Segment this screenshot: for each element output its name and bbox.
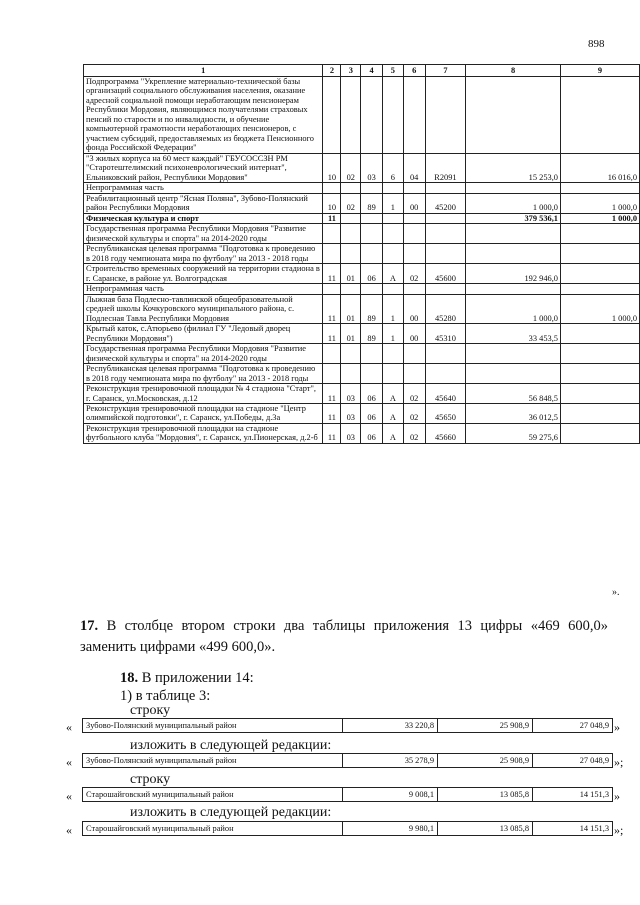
code-cell: 56 848,5 [466, 384, 561, 404]
item-17-number: 17. [80, 618, 99, 634]
label-stroka: строку [130, 703, 171, 718]
table-row [84, 294, 640, 323]
row-name-cell: Строительство временных сооружений на территории стадиона в г. Саранске, в районе ул. Волгоградская [84, 264, 323, 284]
code-cell: А [383, 423, 404, 443]
code-cell [361, 244, 383, 264]
table-row [84, 324, 640, 344]
code-cell [560, 77, 639, 154]
code-cell: 02 [403, 423, 425, 443]
header-cell: 1 [84, 65, 323, 77]
code-cell [560, 423, 639, 443]
table-row [84, 284, 640, 294]
value-cell: 35 278,9 [343, 754, 438, 768]
code-cell [560, 264, 639, 284]
code-cell [403, 364, 425, 384]
table-row [84, 153, 640, 182]
table-row [83, 788, 613, 802]
open-quote: « [66, 823, 72, 837]
code-cell: 01 [341, 264, 361, 284]
code-cell: 6 [383, 153, 404, 182]
code-cell: 00 [403, 324, 425, 344]
code-cell [323, 183, 341, 193]
row-name-cell: Непрограммная часть [84, 183, 323, 193]
code-cell: 1 [383, 193, 404, 213]
table-row [84, 384, 640, 404]
code-cell [341, 183, 361, 193]
code-cell [341, 284, 361, 294]
value-cell: 13 085,8 [438, 788, 533, 802]
budget-table [83, 64, 640, 444]
code-cell: 1 000,0 [560, 213, 639, 223]
code-cell: 1 [383, 294, 404, 323]
value-cell: 25 908,9 [438, 754, 533, 768]
code-cell [383, 77, 404, 154]
value-cell: 33 220,8 [343, 719, 438, 733]
open-quote: « [66, 720, 72, 734]
code-cell [560, 284, 639, 294]
code-cell: 1 000,0 [466, 193, 561, 213]
code-cell [361, 183, 383, 193]
code-cell [425, 284, 466, 294]
code-cell: А [383, 384, 404, 404]
item-18-text: В приложении 14: [141, 670, 254, 686]
row-name-cell: Реконструкция тренировочной площадки на стадионе "Центр олимпийской подготовки", г. Саранск, ул.Победы, д.3а [84, 403, 323, 423]
table-row [84, 193, 640, 213]
table-row [84, 77, 640, 154]
table-row [84, 213, 640, 223]
code-cell: 45200 [425, 193, 466, 213]
row-name-cell: Республиканская целевая программа "Подготовка к проведению в 2018 году чемпионата мира по футболу" на 2013 - 2018 годы [84, 364, 323, 384]
district-name: Зубово-Полянский муниципальный район [83, 754, 343, 768]
code-cell: 04 [403, 153, 425, 182]
code-cell [323, 224, 341, 244]
code-cell: 02 [403, 403, 425, 423]
code-cell: 02 [403, 384, 425, 404]
code-cell: 89 [361, 294, 383, 323]
value-cell: 13 085,8 [438, 822, 533, 836]
table-row [83, 754, 613, 768]
item-17 [80, 616, 608, 658]
value-cell: 25 908,9 [438, 719, 533, 733]
edit-row-new-2 [82, 821, 613, 836]
code-cell [403, 344, 425, 364]
code-cell [466, 284, 561, 294]
code-cell: 11 [323, 294, 341, 323]
code-cell [383, 284, 404, 294]
item-18-sub: 1) в таблице 3: [120, 688, 211, 704]
code-cell: 89 [361, 193, 383, 213]
code-cell [403, 244, 425, 264]
row-name-cell: Государственная программа Республики Мордовия "Развитие физической культуры и спорта" на 2014-2020 годы [84, 224, 323, 244]
code-cell [323, 77, 341, 154]
code-cell [403, 77, 425, 154]
header-cell: 5 [383, 65, 404, 77]
code-cell [425, 244, 466, 264]
row-name-cell: Реабилитационный центр "Ясная Поляна", Зубово-Полянский район Республики Мордовия [84, 193, 323, 213]
district-name: Зубово-Полянский муниципальный район [83, 719, 343, 733]
code-cell: 06 [361, 384, 383, 404]
code-cell [323, 284, 341, 294]
code-cell: 11 [323, 324, 341, 344]
code-cell [361, 364, 383, 384]
code-cell [560, 344, 639, 364]
code-cell: 02 [341, 193, 361, 213]
code-cell [560, 384, 639, 404]
code-cell [403, 213, 425, 223]
code-cell [341, 213, 361, 223]
code-cell [361, 344, 383, 364]
item-17-text: В столбце втором строки два таблицы приложения 13 цифры «469 600,0» заменить цифрами «499 600,0». [80, 618, 609, 656]
code-cell [383, 224, 404, 244]
code-cell: 06 [361, 423, 383, 443]
table-header-row [84, 65, 640, 77]
table-row [84, 264, 640, 284]
code-cell: 16 016,0 [560, 153, 639, 182]
table-row [84, 224, 640, 244]
code-cell [361, 284, 383, 294]
code-cell: 15 253,0 [466, 153, 561, 182]
table-row [84, 344, 640, 364]
code-cell: 192 946,0 [466, 264, 561, 284]
district-name: Старошайговский муниципальный район [83, 822, 343, 836]
edit-row-new-1 [82, 753, 613, 768]
table-row [84, 403, 640, 423]
code-cell [341, 364, 361, 384]
code-cell: А [383, 264, 404, 284]
code-cell [383, 213, 404, 223]
row-name-cell: Подпрограмма "Укрепление материально-технической базы организаций социального обслуживания населения, оказание адресной социальной помощи неработающим пенсионерам Республики Мордовия, являющимся получателями страховых пенсий по старости и по инвалидности, и обучение компьютерной грамотности неработающих пенсионеров, с участием субсидий, предоставляемых из бюджета Пенсионного фонда Российской Федерации" [84, 77, 323, 154]
row-name-cell: Физическая культура и спорт [84, 213, 323, 223]
code-cell: 11 [323, 403, 341, 423]
code-cell: 10 [323, 193, 341, 213]
header-cell: 6 [403, 65, 425, 77]
code-cell: 03 [341, 403, 361, 423]
header-cell: 8 [466, 65, 561, 77]
code-cell [466, 77, 561, 154]
code-cell: 06 [361, 264, 383, 284]
row-name-cell: Реконструкция тренировочной площадки на стадионе футбольного клуба "Мордовия", г. Саранск, ул.Пионерская, д.2-б [84, 423, 323, 443]
code-cell: 02 [341, 153, 361, 182]
row-name-cell: Государственная программа Республики Мордовия "Развитие физической культуры и спорта" на 2014-2020 годы [84, 344, 323, 364]
label-stroka: строку [130, 772, 171, 787]
code-cell: 1 000,0 [560, 294, 639, 323]
label-izlozhit: изложить в следующей редакции: [130, 805, 332, 820]
code-cell [425, 213, 466, 223]
code-cell: 45280 [425, 294, 466, 323]
table-row [84, 183, 640, 193]
code-cell [361, 224, 383, 244]
code-cell: R2091 [425, 153, 466, 182]
table-row [84, 244, 640, 264]
value-cell: 9 980,1 [343, 822, 438, 836]
header-cell: 2 [323, 65, 341, 77]
code-cell: 89 [361, 324, 383, 344]
code-cell [323, 244, 341, 264]
code-cell [466, 344, 561, 364]
code-cell [341, 344, 361, 364]
row-name-cell: Непрограммная часть [84, 284, 323, 294]
edit-row-old-1 [82, 718, 613, 733]
close-quote: »; [614, 823, 624, 837]
header-cell: 7 [425, 65, 466, 77]
code-cell [425, 183, 466, 193]
header-cell: 4 [361, 65, 383, 77]
code-cell: 11 [323, 264, 341, 284]
code-cell [383, 183, 404, 193]
code-cell [323, 364, 341, 384]
open-quote: « [66, 755, 72, 769]
code-cell [341, 224, 361, 244]
code-cell: 1 000,0 [466, 294, 561, 323]
code-cell [361, 77, 383, 154]
code-cell [425, 77, 466, 154]
table-row [84, 423, 640, 443]
district-name: Старошайговский муниципальный район [83, 788, 343, 802]
value-cell: 27 048,9 [533, 719, 613, 733]
code-cell: 03 [341, 423, 361, 443]
code-cell [403, 224, 425, 244]
header-cell: 9 [560, 65, 639, 77]
table-row [83, 822, 613, 836]
row-name-cell: Реконструкция тренировочной площадки № 4 стадиона "Старт", г. Саранск, ул.Московская, д.12 [84, 384, 323, 404]
code-cell: 01 [341, 324, 361, 344]
code-cell [560, 403, 639, 423]
row-name-cell: Лыжная база Подлесно-тавлинской общеобразовательной средней школы Кочкуровского муниципального района, с. Подлесная Тавла Республики Мордовия [84, 294, 323, 323]
page-number: 898 [588, 38, 605, 50]
code-cell [383, 244, 404, 264]
code-cell: 03 [361, 153, 383, 182]
code-cell: 1 [383, 324, 404, 344]
code-cell: 45600 [425, 264, 466, 284]
table-row [84, 364, 640, 384]
value-cell: 9 008,1 [343, 788, 438, 802]
code-cell [466, 224, 561, 244]
code-cell: 59 275,6 [466, 423, 561, 443]
code-cell: 11 [323, 423, 341, 443]
code-cell [341, 77, 361, 154]
row-name-cell: "3 жилых корпуса на 60 мест каждый" ГБУСОССЗН РМ "Старотештелимский психоневрологический интернат", Ельниковский район, Республики Мордовия" [84, 153, 323, 182]
code-cell: 10 [323, 153, 341, 182]
code-cell [560, 364, 639, 384]
code-cell: 45660 [425, 423, 466, 443]
code-cell [560, 244, 639, 264]
code-cell [323, 344, 341, 364]
code-cell: 00 [403, 294, 425, 323]
code-cell: 33 453,5 [466, 324, 561, 344]
code-cell [466, 183, 561, 193]
code-cell: 06 [361, 403, 383, 423]
code-cell: 11 [323, 384, 341, 404]
code-cell [361, 213, 383, 223]
code-cell [425, 224, 466, 244]
code-cell: 45310 [425, 324, 466, 344]
code-cell [560, 183, 639, 193]
code-cell: 00 [403, 193, 425, 213]
code-cell: 01 [341, 294, 361, 323]
code-cell [425, 364, 466, 384]
code-cell [466, 364, 561, 384]
code-cell: 45650 [425, 403, 466, 423]
row-name-cell: Крытый каток, с.Атюрьево (филиал ГУ "Ледовый дворец Республики Мордовия") [84, 324, 323, 344]
row-name-cell: Республиканская целевая программа "Подготовка к проведению в 2018 году чемпионата мира по футболу" на 2013 - 2018 годы [84, 244, 323, 264]
close-quote: »; [614, 755, 624, 769]
table-row [83, 719, 613, 733]
code-cell: 379 536,1 [466, 213, 561, 223]
code-cell [560, 224, 639, 244]
code-cell [425, 344, 466, 364]
open-quote: « [66, 789, 72, 803]
code-cell: 1 000,0 [560, 193, 639, 213]
code-cell: 36 012,5 [466, 403, 561, 423]
header-cell: 3 [341, 65, 361, 77]
value-cell: 14 151,3 [533, 822, 613, 836]
close-quote: » [614, 720, 620, 734]
code-cell [560, 324, 639, 344]
edit-row-old-2 [82, 787, 613, 802]
code-cell: 03 [341, 384, 361, 404]
code-cell: 02 [403, 264, 425, 284]
code-cell [383, 344, 404, 364]
item-18-number: 18. [120, 670, 139, 686]
code-cell: 45640 [425, 384, 466, 404]
code-cell [383, 364, 404, 384]
label-izlozhit: изложить в следующей редакции: [130, 738, 332, 753]
code-cell: А [383, 403, 404, 423]
code-cell: 11 [323, 213, 341, 223]
close-quote: » [614, 789, 620, 803]
table-closing-quote: ». [612, 587, 620, 598]
value-cell: 14 151,3 [533, 788, 613, 802]
code-cell [403, 284, 425, 294]
code-cell [403, 183, 425, 193]
value-cell: 27 048,9 [533, 754, 613, 768]
code-cell [341, 244, 361, 264]
code-cell [466, 244, 561, 264]
